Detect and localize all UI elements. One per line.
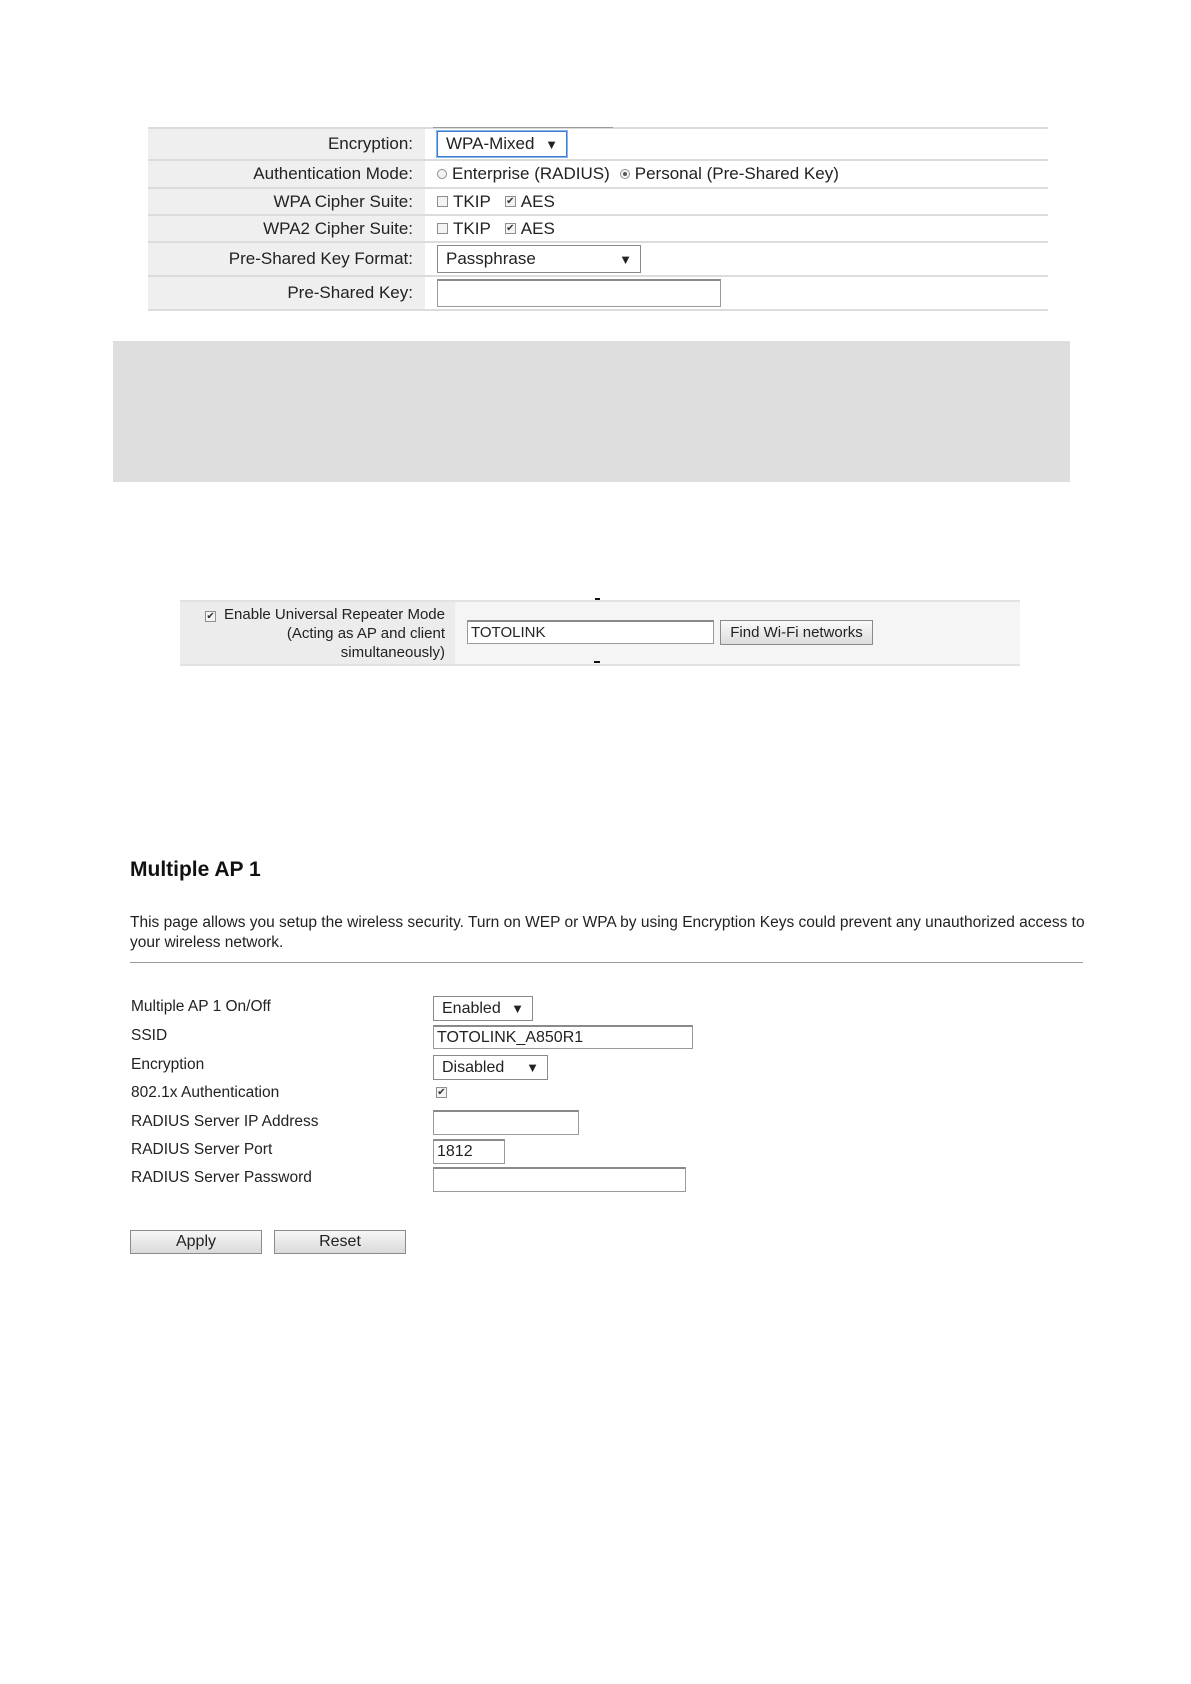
checkmark-icon: ✔ xyxy=(506,223,515,234)
radius-port-input[interactable]: 1812 xyxy=(433,1139,505,1164)
encryption-select[interactable] xyxy=(437,131,567,157)
auth8021x-label: 802.1x Authentication xyxy=(131,1084,280,1101)
auth-enterprise-label: Enterprise (RADIUS) xyxy=(452,164,610,183)
auth-mode-label: Authentication Mode: xyxy=(148,161,425,187)
wpa-aes-checkbox[interactable] xyxy=(505,196,516,207)
encryption-select-value: WPA-Mixed xyxy=(446,134,535,153)
repeater-ssid-input[interactable]: TOTOLINK xyxy=(467,620,714,644)
wpa2-tkip-label: TKIP xyxy=(453,218,491,238)
radius-password-input[interactable] xyxy=(433,1167,686,1192)
repeater-label-text xyxy=(205,605,445,662)
wpa-tkip-label: TKIP xyxy=(453,191,491,211)
wpa2-aes-label: AES xyxy=(520,218,555,238)
ap-encryption-select-value: Disabled xyxy=(442,1058,505,1076)
ap-onoff-select-value: Enabled xyxy=(442,999,501,1017)
apply-button[interactable]: Apply xyxy=(130,1230,262,1254)
auth-enterprise-radio[interactable] xyxy=(437,169,447,179)
radius-password-label: RADIUS Server Password xyxy=(131,1169,312,1186)
security-settings-table xyxy=(148,127,1048,311)
psk-row xyxy=(148,275,1048,311)
gray-panel xyxy=(113,341,1070,482)
marker-bottom xyxy=(594,661,600,663)
wpa-aes-label: AES xyxy=(520,191,555,211)
encryption-label: Encryption: xyxy=(148,129,425,159)
wpa2-aes-checkbox[interactable] xyxy=(505,223,516,234)
universal-repeater-row xyxy=(180,600,1020,666)
auth-mode-row xyxy=(148,159,1048,187)
table-top-tab xyxy=(433,124,613,128)
ap-onoff-select[interactable] xyxy=(433,996,533,1021)
reset-button[interactable]: Reset xyxy=(274,1230,406,1254)
ap-encryption-select[interactable] xyxy=(433,1055,548,1080)
repeater-label: Enable Universal Repeater Mode (Acting as AP and client simultaneously) xyxy=(224,606,445,661)
encryption-label-ap: Encryption xyxy=(131,1056,205,1073)
auth8021x-checkbox[interactable] xyxy=(436,1087,447,1098)
wpa-cipher-label: WPA Cipher Suite: xyxy=(148,189,425,214)
radius-ip-label: RADIUS Server IP Address xyxy=(131,1113,319,1130)
psk-format-select[interactable] xyxy=(437,245,641,273)
radius-port-label: RADIUS Server Port xyxy=(131,1141,273,1158)
divider xyxy=(130,962,1083,963)
ssid-label: SSID xyxy=(131,1027,168,1044)
wpa-tkip-checkbox[interactable] xyxy=(437,196,448,207)
repeater-enable-checkbox[interactable] xyxy=(205,611,216,622)
radius-ip-input[interactable] xyxy=(433,1110,579,1135)
psk-label: Pre-Shared Key: xyxy=(148,277,425,309)
wpa2-cipher-row xyxy=(148,214,1048,241)
page-title: Multiple AP 1 xyxy=(130,858,261,881)
checkmark-icon: ✔ xyxy=(506,196,515,207)
checkmark-icon: ✔ xyxy=(206,611,215,622)
chevron-down-icon: ▼ xyxy=(619,251,632,267)
psk-format-select-value: Passphrase xyxy=(446,249,536,268)
ssid-input[interactable]: TOTOLINK_A850R1 xyxy=(433,1025,693,1049)
auth-personal-radio[interactable] xyxy=(620,169,630,179)
psk-format-label: Pre-Shared Key Format: xyxy=(148,243,425,275)
wpa2-cipher-label: WPA2 Cipher Suite: xyxy=(148,216,425,241)
chevron-down-icon: ▼ xyxy=(545,136,558,152)
find-wifi-networks-button[interactable]: Find Wi-Fi networks xyxy=(720,620,873,645)
encryption-row xyxy=(148,127,1048,159)
wpa2-tkip-checkbox[interactable] xyxy=(437,223,448,234)
page-description: This page allows you setup the wireless security. Turn on WEP or WPA by using Encryption Keys could prevent any unauthorized access to your wireless network. xyxy=(130,914,1085,951)
psk-input[interactable] xyxy=(437,279,721,307)
chevron-down-icon: ▼ xyxy=(511,1001,524,1016)
ap-onoff-label: Multiple AP 1 On/Off xyxy=(131,998,271,1015)
checkmark-icon: ✔ xyxy=(437,1087,446,1098)
repeater-label-cell xyxy=(180,602,455,664)
chevron-down-icon: ▼ xyxy=(526,1060,539,1075)
wpa-cipher-row xyxy=(148,187,1048,214)
psk-format-row xyxy=(148,241,1048,275)
auth-personal-label: Personal (Pre-Shared Key) xyxy=(634,164,839,183)
